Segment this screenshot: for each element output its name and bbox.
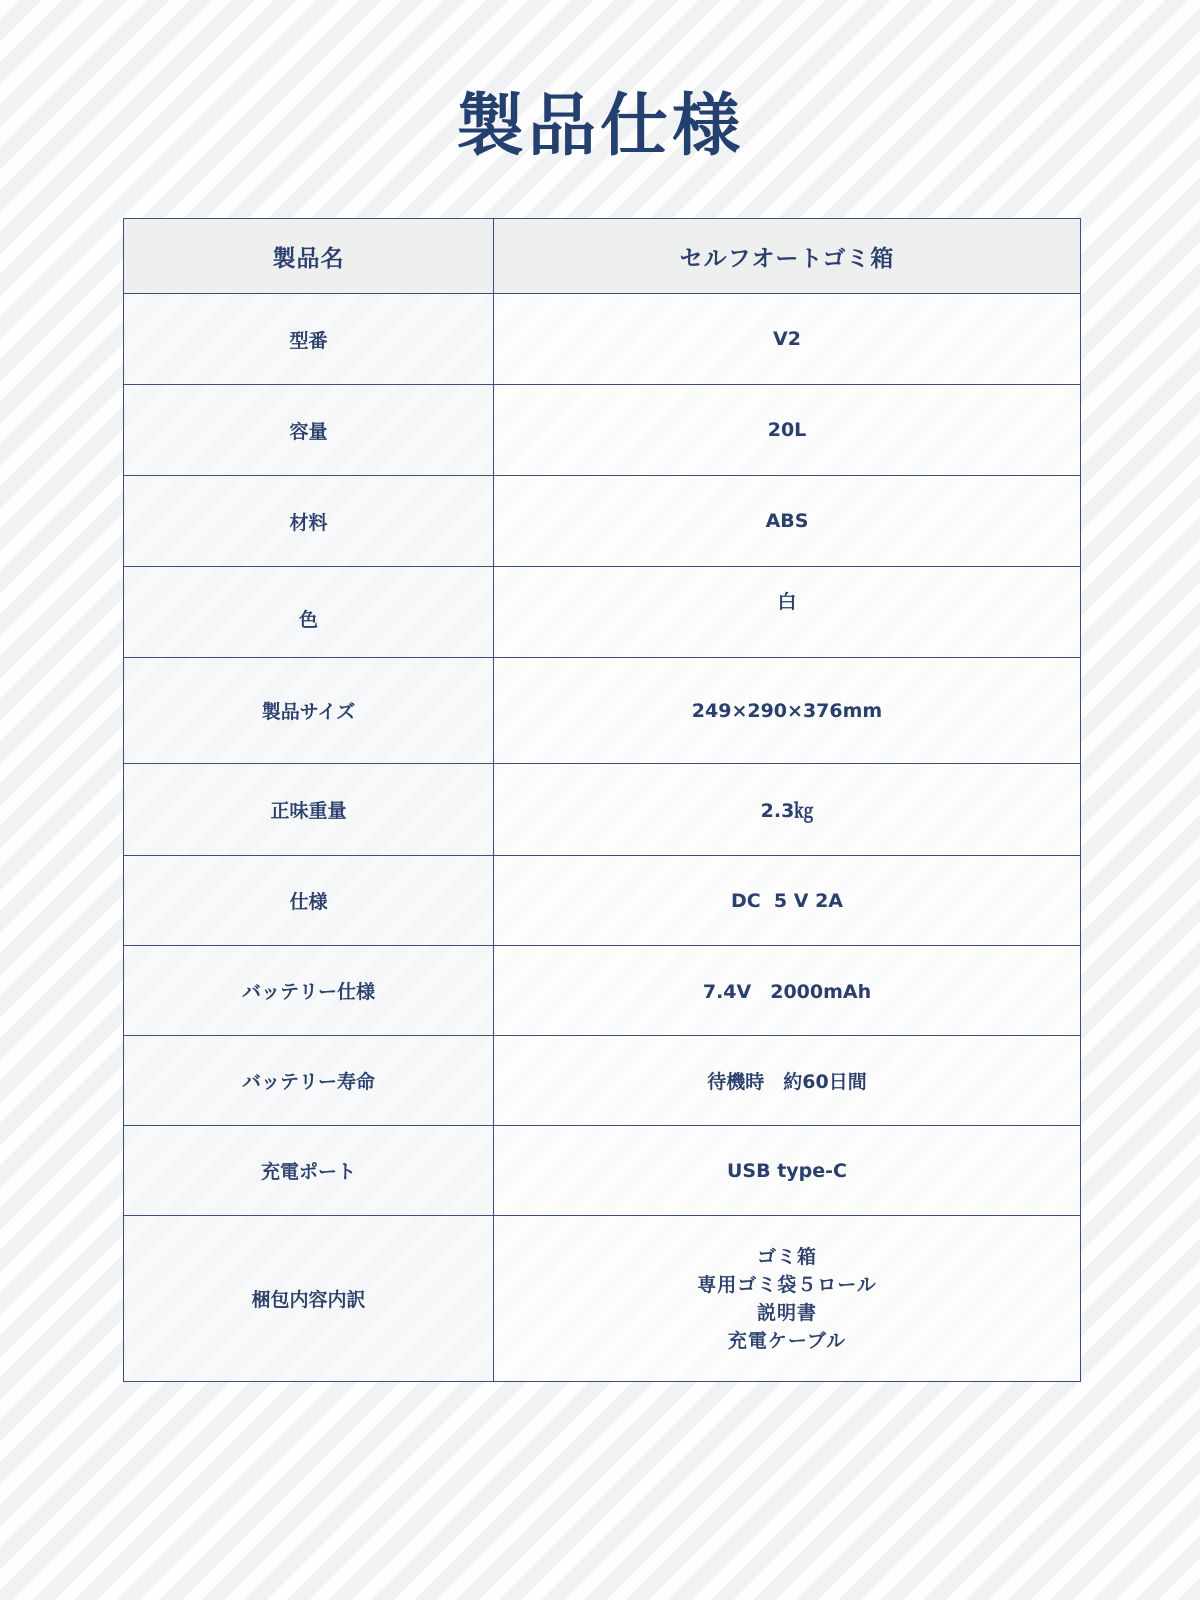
row-label: 容量	[124, 385, 494, 476]
list-item: 専用ゴミ袋５ロール	[697, 1273, 877, 1296]
table-row	[124, 1036, 1081, 1126]
header-label: 製品名	[124, 219, 494, 294]
table-row	[124, 658, 1081, 764]
contents-list	[494, 1216, 1081, 1382]
row-label: 色	[124, 567, 494, 658]
table-row	[124, 294, 1081, 385]
row-value: 待機時 約60日間	[494, 1036, 1081, 1126]
table-row	[124, 946, 1081, 1036]
row-value: V2	[494, 294, 1081, 385]
table-row	[124, 476, 1081, 567]
row-value: USB type-C	[494, 1126, 1081, 1216]
row-label: バッテリー寿命	[124, 1036, 494, 1126]
row-label: 仕様	[124, 856, 494, 946]
list-item: 充電ケーブル	[727, 1329, 847, 1352]
table-row	[124, 856, 1081, 946]
row-label: 製品サイズ	[124, 658, 494, 764]
table-row	[124, 567, 1081, 658]
row-label: 梱包内容内訳	[124, 1216, 494, 1382]
table-row	[124, 764, 1081, 856]
row-value: 249×290×376mm	[494, 658, 1081, 764]
row-label: バッテリー仕様	[124, 946, 494, 1036]
row-value: 20L	[494, 385, 1081, 476]
page-title: 製品仕様	[455, 87, 744, 166]
row-value: DC 5 V 2A	[494, 856, 1081, 946]
row-value: 7.4V 2000mAh	[494, 946, 1081, 1036]
list-item: 説明書	[756, 1301, 817, 1324]
list-item: ゴミ箱	[756, 1245, 817, 1268]
row-value: 白	[494, 567, 1081, 658]
row-label: 正味重量	[124, 764, 494, 856]
row-label: 型番	[124, 294, 494, 385]
table-row	[124, 385, 1081, 476]
table-row	[124, 1126, 1081, 1216]
row-label: 充電ポート	[124, 1126, 494, 1216]
header-value: セルフオートゴミ箱	[494, 219, 1081, 294]
table-row-contents	[124, 1216, 1081, 1382]
row-value: 2.3㎏	[494, 764, 1081, 856]
row-label: 材料	[124, 476, 494, 567]
spec-table	[123, 218, 1081, 1382]
row-value: ABS	[494, 476, 1081, 567]
table-header-row	[124, 219, 1081, 294]
